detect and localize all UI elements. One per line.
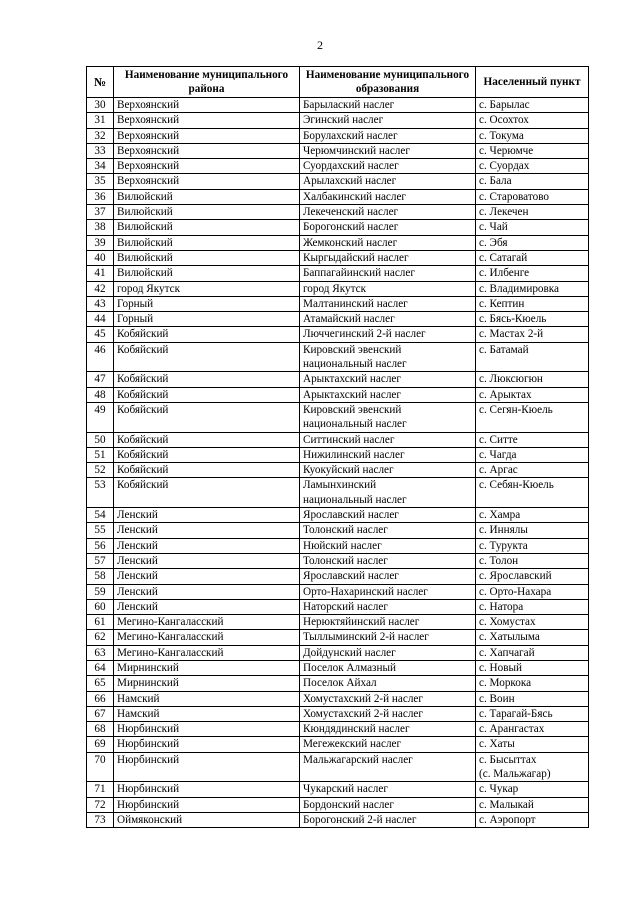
settlement-cell: с. Эбя [476, 235, 589, 250]
district-cell: Вилюйский [114, 220, 300, 235]
district-cell: город Якутск [114, 281, 300, 296]
row-number: 54 [87, 508, 114, 523]
settlement-cell: с. Сегян-Кюель [476, 402, 589, 432]
header-municipality: Наименование муниципального образования [300, 67, 476, 98]
table-row [87, 128, 589, 143]
row-number: 44 [87, 312, 114, 327]
table-row [87, 523, 589, 538]
settlement-cell: с. Хомустах [476, 615, 589, 630]
settlement-cell: с. Малыкай [476, 797, 589, 812]
table-row [87, 812, 589, 827]
municipality-cell: Арылахский наслег [300, 174, 476, 189]
district-cell: Ленский [114, 599, 300, 614]
settlement-cell: с. Бысыттах (с. Мальжагар) [476, 752, 589, 782]
settlement-cell: с. Арыктах [476, 387, 589, 402]
row-number: 68 [87, 722, 114, 737]
table-row [87, 143, 589, 158]
municipality-cell: Лекеченский наслег [300, 205, 476, 220]
table-row [87, 478, 589, 508]
settlement-cell: с. Хамра [476, 508, 589, 523]
district-cell: Ленский [114, 569, 300, 584]
row-number: 70 [87, 752, 114, 782]
municipality-cell: Кыргыдайский наслег [300, 250, 476, 265]
municipality-cell: Борогонский 2-й наслег [300, 812, 476, 827]
district-cell: Кобяйский [114, 478, 300, 508]
row-number: 48 [87, 387, 114, 402]
municipality-cell: Орто-Нахаринский наслег [300, 584, 476, 599]
municipality-cell: Люччегинский 2-й наслег [300, 327, 476, 342]
row-number: 73 [87, 812, 114, 827]
table-row [87, 538, 589, 553]
settlement-cell: с. Тарагай-Бясь [476, 706, 589, 721]
row-number: 67 [87, 706, 114, 721]
municipality-cell: Поселок Айхал [300, 676, 476, 691]
settlement-cell: с. Чагда [476, 447, 589, 462]
settlement-cell: с. Люксюгюн [476, 372, 589, 387]
district-cell: Кобяйский [114, 387, 300, 402]
district-cell: Верхоянский [114, 143, 300, 158]
row-number: 30 [87, 98, 114, 113]
municipality-cell: Куокуйский наслег [300, 463, 476, 478]
settlement-cell: с. Чукар [476, 782, 589, 797]
settlement-cell: с. Аэропорт [476, 812, 589, 827]
row-number: 38 [87, 220, 114, 235]
municipality-cell: Суордахский наслег [300, 159, 476, 174]
table-row [87, 722, 589, 737]
municipality-cell: Малтанинский наслег [300, 296, 476, 311]
table-row [87, 342, 589, 372]
municipality-cell: Арыктахский наслег [300, 387, 476, 402]
settlement-cell: с. Ярославский [476, 569, 589, 584]
settlement-cell: с. Бала [476, 174, 589, 189]
table-row [87, 250, 589, 265]
row-number: 65 [87, 676, 114, 691]
table-row [87, 463, 589, 478]
settlement-cell: с. Кептин [476, 296, 589, 311]
table-row [87, 98, 589, 113]
table-row [87, 266, 589, 281]
row-number: 41 [87, 266, 114, 281]
table-row [87, 312, 589, 327]
row-number: 37 [87, 205, 114, 220]
district-cell: Кобяйский [114, 327, 300, 342]
municipality-cell: Кировский эвенский национальный наслег [300, 402, 476, 432]
table-row [87, 159, 589, 174]
settlement-cell: с. Бясь-Кюель [476, 312, 589, 327]
table-row [87, 691, 589, 706]
municipality-cell: Борулахский наслег [300, 128, 476, 143]
row-number: 39 [87, 235, 114, 250]
table-row [87, 706, 589, 721]
municipality-cell: Дойдунский наслег [300, 645, 476, 660]
table-row [87, 387, 589, 402]
settlement-cell: с. Осохтох [476, 113, 589, 128]
municipality-cell: Кюндядинский наслег [300, 722, 476, 737]
municipality-cell: Борогонский наслег [300, 220, 476, 235]
row-number: 69 [87, 737, 114, 752]
row-number: 43 [87, 296, 114, 311]
municipality-cell: Нюйский наслег [300, 538, 476, 553]
municipality-cell: Нижилинский наслег [300, 447, 476, 462]
table-header-row [87, 67, 589, 98]
municipality-cell: Бордонский наслег [300, 797, 476, 812]
row-number: 56 [87, 538, 114, 553]
district-cell: Ленский [114, 523, 300, 538]
table-row [87, 327, 589, 342]
table-row [87, 599, 589, 614]
row-number: 52 [87, 463, 114, 478]
settlement-cell: с. Черюмче [476, 143, 589, 158]
municipality-cell: Тыллыминский 2-й наслег [300, 630, 476, 645]
district-cell: Вилюйский [114, 189, 300, 204]
row-number: 59 [87, 584, 114, 599]
row-number: 46 [87, 342, 114, 372]
table-row [87, 402, 589, 432]
table-row [87, 113, 589, 128]
municipality-cell: Мальжагарский наслег [300, 752, 476, 782]
settlement-cell: с. Хапчагай [476, 645, 589, 660]
district-cell: Ленский [114, 584, 300, 599]
page-number: 2 [317, 38, 323, 52]
table-row [87, 569, 589, 584]
district-cell: Намский [114, 706, 300, 721]
table-row [87, 235, 589, 250]
district-cell: Кобяйский [114, 432, 300, 447]
municipality-cell: Поселок Алмазный [300, 660, 476, 675]
table-row [87, 737, 589, 752]
table-row [87, 782, 589, 797]
row-number: 40 [87, 250, 114, 265]
district-cell: Кобяйский [114, 372, 300, 387]
municipality-cell: Наторский наслег [300, 599, 476, 614]
table-row [87, 281, 589, 296]
district-cell: Ленский [114, 553, 300, 568]
settlement-cell: с. Сатагай [476, 250, 589, 265]
municipality-cell: Толонский наслег [300, 523, 476, 538]
settlement-cell: с. Новый [476, 660, 589, 675]
municipality-cell: город Якутск [300, 281, 476, 296]
settlement-cell: с. Моркока [476, 676, 589, 691]
table-row [87, 645, 589, 660]
row-number: 32 [87, 128, 114, 143]
municipality-cell: Жемконский наслег [300, 235, 476, 250]
district-cell: Вилюйский [114, 266, 300, 281]
table-row [87, 752, 589, 782]
district-cell: Верхоянский [114, 128, 300, 143]
settlement-cell: с. Суордах [476, 159, 589, 174]
settlement-cell: с. Илбенге [476, 266, 589, 281]
settlement-cell: с. Аргас [476, 463, 589, 478]
table-row [87, 296, 589, 311]
row-number: 35 [87, 174, 114, 189]
municipality-cell: Ярославский наслег [300, 508, 476, 523]
settlement-cell: с. Натора [476, 599, 589, 614]
municipality-cell: Толонский наслег [300, 553, 476, 568]
district-cell: Горный [114, 296, 300, 311]
row-number: 55 [87, 523, 114, 538]
settlement-cell: с. Толон [476, 553, 589, 568]
municipality-cell: Хомустахский 2-й наслег [300, 691, 476, 706]
municipality-cell: Черюмчинский наслег [300, 143, 476, 158]
municipality-cell: Ярославский наслег [300, 569, 476, 584]
district-cell: Верхоянский [114, 159, 300, 174]
table-row [87, 615, 589, 630]
row-number: 50 [87, 432, 114, 447]
municipality-cell: Хомустахский 2-й наслег [300, 706, 476, 721]
table-row [87, 676, 589, 691]
row-number: 49 [87, 402, 114, 432]
district-cell: Кобяйский [114, 342, 300, 372]
district-cell: Горный [114, 312, 300, 327]
row-number: 60 [87, 599, 114, 614]
table-row [87, 797, 589, 812]
settlement-cell: с. Хатылыма [476, 630, 589, 645]
row-number: 47 [87, 372, 114, 387]
district-cell: Мегино-Кангаласский [114, 645, 300, 660]
row-number: 36 [87, 189, 114, 204]
settlement-cell: с. Орто-Нахара [476, 584, 589, 599]
row-number: 58 [87, 569, 114, 584]
municipality-cell: Арыктахский наслег [300, 372, 476, 387]
table-row [87, 205, 589, 220]
municipality-cell: Чукарский наслег [300, 782, 476, 797]
municipality-cell: Халбакинский наслег [300, 189, 476, 204]
municipality-cell: Барылаский наслег [300, 98, 476, 113]
district-cell: Намский [114, 691, 300, 706]
settlement-cell: с. Чай [476, 220, 589, 235]
settlement-cell: с. Хаты [476, 737, 589, 752]
settlement-cell: с. Ситте [476, 432, 589, 447]
table-row [87, 584, 589, 599]
municipality-cell: Баппагайинский наслег [300, 266, 476, 281]
row-number: 53 [87, 478, 114, 508]
district-cell: Вилюйский [114, 250, 300, 265]
settlements-table [86, 66, 589, 828]
table-row [87, 220, 589, 235]
row-number: 42 [87, 281, 114, 296]
settlement-cell: с. Себян-Кюель [476, 478, 589, 508]
district-cell: Нюрбинский [114, 752, 300, 782]
district-cell: Вилюйский [114, 235, 300, 250]
district-cell: Мирнинский [114, 660, 300, 675]
district-cell: Верхоянский [114, 98, 300, 113]
municipality-cell: Нерюктяйинский наслег [300, 615, 476, 630]
table-body [87, 98, 589, 828]
district-cell: Мегино-Кангаласский [114, 615, 300, 630]
header-settlement: Населенный пункт [476, 67, 589, 98]
district-cell: Мегино-Кангаласский [114, 630, 300, 645]
table-row [87, 630, 589, 645]
table-row [87, 432, 589, 447]
row-number: 71 [87, 782, 114, 797]
row-number: 51 [87, 447, 114, 462]
district-cell: Вилюйский [114, 205, 300, 220]
district-cell: Кобяйский [114, 463, 300, 478]
row-number: 31 [87, 113, 114, 128]
row-number: 64 [87, 660, 114, 675]
municipality-cell: Кировский эвенский национальный наслег [300, 342, 476, 372]
row-number: 72 [87, 797, 114, 812]
settlement-cell: с. Барылас [476, 98, 589, 113]
district-cell: Оймяконский [114, 812, 300, 827]
settlement-cell: с. Лекечен [476, 205, 589, 220]
table-row [87, 372, 589, 387]
table-row [87, 174, 589, 189]
district-cell: Ленский [114, 538, 300, 553]
district-cell: Нюрбинский [114, 797, 300, 812]
municipality-cell: Ситтинский наслег [300, 432, 476, 447]
settlement-cell: с. Токума [476, 128, 589, 143]
row-number: 62 [87, 630, 114, 645]
district-cell: Нюрбинский [114, 782, 300, 797]
municipality-cell: Мегежекский наслег [300, 737, 476, 752]
row-number: 33 [87, 143, 114, 158]
settlement-cell: с. Иннялы [476, 523, 589, 538]
table-row [87, 553, 589, 568]
table-row [87, 508, 589, 523]
district-cell: Нюрбинский [114, 737, 300, 752]
table-row [87, 660, 589, 675]
district-cell: Кобяйский [114, 447, 300, 462]
settlement-cell: с. Воин [476, 691, 589, 706]
municipality-cell: Ламынхинский национальный наслег [300, 478, 476, 508]
district-cell: Мирнинский [114, 676, 300, 691]
header-number: № [87, 67, 114, 98]
row-number: 66 [87, 691, 114, 706]
settlement-cell: с. Турукта [476, 538, 589, 553]
municipality-cell: Эгинский наслег [300, 113, 476, 128]
row-number: 45 [87, 327, 114, 342]
settlement-cell: с. Арангастах [476, 722, 589, 737]
row-number: 61 [87, 615, 114, 630]
district-cell: Верхоянский [114, 174, 300, 189]
municipality-cell: Атамайский наслег [300, 312, 476, 327]
district-cell: Нюрбинский [114, 722, 300, 737]
row-number: 63 [87, 645, 114, 660]
row-number: 57 [87, 553, 114, 568]
district-cell: Верхоянский [114, 113, 300, 128]
settlement-cell: с. Староватово [476, 189, 589, 204]
table-row [87, 189, 589, 204]
district-cell: Кобяйский [114, 402, 300, 432]
row-number: 34 [87, 159, 114, 174]
header-district: Наименование муниципального района [114, 67, 300, 98]
settlement-cell: с. Батамай [476, 342, 589, 372]
settlement-cell: с. Мастах 2-й [476, 327, 589, 342]
district-cell: Ленский [114, 508, 300, 523]
settlement-cell: с. Владимировка [476, 281, 589, 296]
table-row [87, 447, 589, 462]
